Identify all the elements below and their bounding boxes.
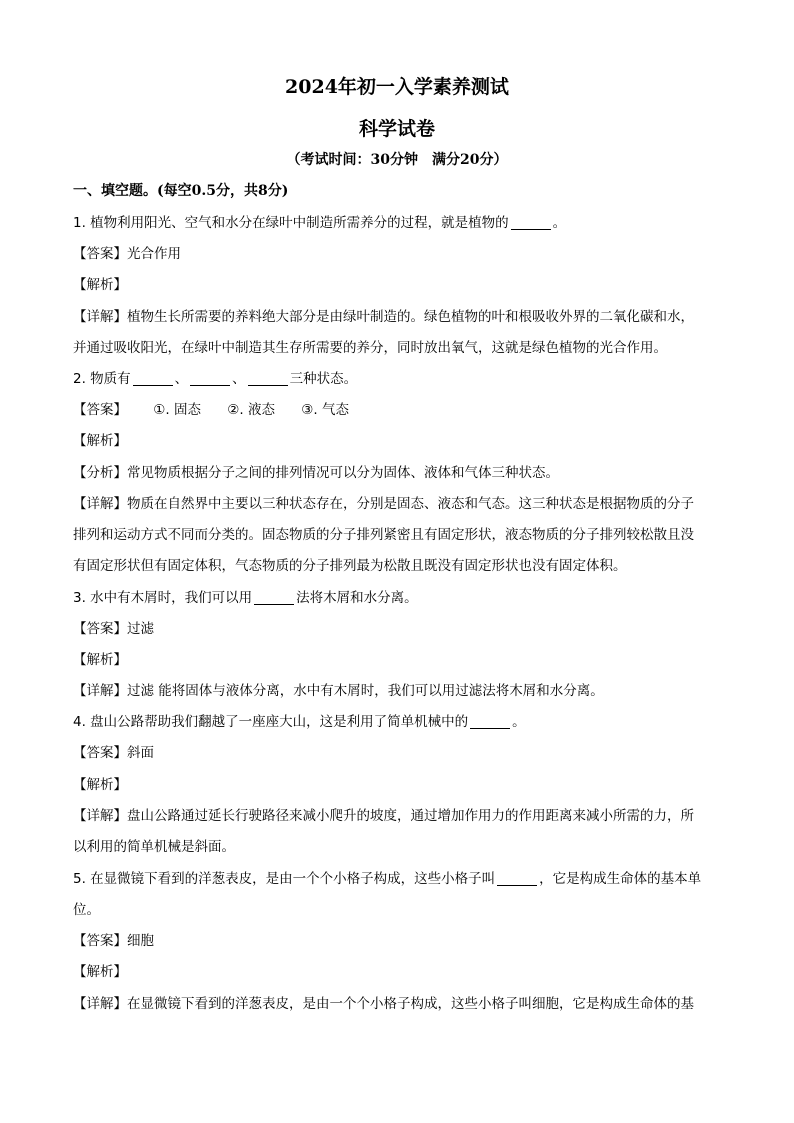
detail-1-line-2: 并通过吸收阳光，在绿叶中制造其生存所需要的养分，同时放出氧气，这就是绿色植物的光合作用。 bbox=[73, 340, 667, 356]
answer-blank bbox=[248, 371, 288, 386]
question-3 bbox=[73, 588, 723, 608]
detail-1-text-1: 植物生长所需要的养料绝大部分是由绿叶制造的。绿色植物的叶和根吸收外界的二氧化碳和水， bbox=[127, 309, 694, 325]
answer-3 bbox=[73, 619, 723, 639]
question-5 bbox=[73, 869, 723, 889]
answer-2-item-1: . 固态 bbox=[165, 402, 201, 418]
question-4-end: 。 bbox=[512, 714, 526, 730]
fenxi-2 bbox=[73, 463, 723, 483]
answer-5-text: 细胞 bbox=[127, 933, 154, 949]
answer-label: 【答案】 bbox=[73, 745, 127, 761]
detail-3-text: 过滤 能将固体与液体分离，水中有木屑时，我们可以用过滤法将木屑和水分离。 bbox=[127, 683, 604, 699]
detail-label: 【详解】 bbox=[73, 996, 127, 1012]
detail-4-line-2: 以利用的简单机械是斜面。 bbox=[73, 839, 235, 855]
answer-2 bbox=[73, 400, 723, 420]
answer-label: 【答案】 bbox=[73, 621, 127, 637]
answer-blank bbox=[190, 371, 230, 386]
detail-label: 【详解】 bbox=[73, 496, 127, 512]
detail-2-line-1 bbox=[73, 494, 723, 514]
detail-2-text-1: 物质在自然界中主要以三种状态存在，分别是固态、液态和气态。这三种状态是根据物质的分子 bbox=[127, 496, 694, 512]
question-1-end: 。 bbox=[552, 215, 567, 231]
question-2 bbox=[73, 369, 723, 389]
detail-2-line-2: 排列和运动方式不同而分类的。固态物质的分子排列紧密且有固定形状，液态物质的分子排列较松散且没 bbox=[73, 527, 694, 543]
analysis-1: 【解析】 bbox=[73, 277, 127, 293]
section-heading: 一、填空题。(每空0.5分，共8分) bbox=[73, 183, 289, 199]
detail-label: 【详解】 bbox=[73, 309, 127, 325]
detail-1-line-1 bbox=[73, 307, 723, 327]
detail-5-line-1 bbox=[73, 994, 723, 1014]
answer-label: 【答案】 bbox=[73, 246, 127, 262]
exam-title: 2024年初一入学素养测试 bbox=[285, 76, 509, 98]
answer-blank bbox=[133, 371, 173, 386]
analysis-4: 【解析】 bbox=[73, 777, 127, 793]
exam-info: （考试时间：30分钟 满分20分） bbox=[286, 152, 508, 168]
detail-5-text-1: 在显微镜下看到的洋葱表皮，是由一个个小格子构成，这些小格子叫细胞，它是构成生命体的基 bbox=[127, 996, 694, 1012]
detail-3 bbox=[73, 681, 723, 701]
answer-2-num-1: ① bbox=[153, 402, 166, 418]
question-1-text: 1. 植物利用阳光、空气和水分在绿叶中制造所需养分的过程，就是植物的 bbox=[73, 215, 509, 231]
answer-3-text: 过滤 bbox=[127, 621, 154, 637]
answer-label: 【答案】 bbox=[73, 933, 127, 949]
question-4-text: 4. 盘山公路帮助我们翻越了一座座大山，这是利用了简单机械中的 bbox=[73, 714, 469, 730]
separator: 、 bbox=[174, 371, 189, 387]
answer-blank bbox=[497, 871, 537, 886]
detail-label: 【详解】 bbox=[73, 683, 127, 699]
detail-4-line-1 bbox=[73, 806, 723, 826]
question-2-text: 2. 物质有 bbox=[73, 371, 131, 387]
answer-2-item-3: . 气态 bbox=[313, 402, 349, 418]
answer-label: 【答案】 bbox=[73, 402, 127, 418]
question-2-end: 三种状态。 bbox=[289, 371, 358, 387]
question-5-text: 5. 在显微镜下看到的洋葱表皮，是由一个个小格子构成，这些小格子叫 bbox=[73, 871, 496, 887]
question-4 bbox=[73, 712, 723, 732]
question-5-end: ，它是构成生命体的基本单 bbox=[539, 871, 702, 887]
fenxi-2-text: 常见物质根据分子之间的排列情况可以分为固体、液体和气体三种状态。 bbox=[127, 465, 559, 481]
answer-2-num-3: ③ bbox=[301, 402, 314, 418]
answer-2-item-2: . 液态 bbox=[239, 402, 275, 418]
answer-4-text: 斜面 bbox=[127, 745, 154, 761]
question-5-line-2: 位。 bbox=[73, 902, 100, 918]
detail-4-text-1: 盘山公路通过延长行驶路径来减小爬升的坡度，通过增加作用力的作用距离来减小所需的力，所 bbox=[127, 808, 694, 824]
question-1 bbox=[73, 213, 723, 233]
exam-subject: 科学试卷 bbox=[358, 118, 435, 140]
answer-blank bbox=[470, 714, 510, 729]
answer-blank bbox=[254, 590, 294, 605]
answer-1 bbox=[73, 244, 723, 264]
analysis-5: 【解析】 bbox=[73, 964, 127, 980]
detail-label: 【详解】 bbox=[73, 808, 127, 824]
answer-5 bbox=[73, 931, 723, 951]
fenxi-label: 【分析】 bbox=[73, 465, 127, 481]
answer-1-text: 光合作用 bbox=[127, 246, 181, 262]
answer-4 bbox=[73, 743, 723, 763]
analysis-3: 【解析】 bbox=[73, 652, 127, 668]
separator: 、 bbox=[232, 371, 246, 387]
answer-2-num-2: ② bbox=[227, 402, 240, 418]
answer-blank bbox=[511, 215, 551, 230]
question-3-end: 法将木屑和水分离。 bbox=[296, 590, 418, 606]
question-3-text: 3. 水中有木屑时，我们可以用 bbox=[73, 590, 253, 606]
analysis-2: 【解析】 bbox=[73, 433, 127, 449]
detail-2-line-3: 有固定形状但有固定体积，气态物质的分子排列最为松散且既没有固定形状也没有固定体积。 bbox=[73, 558, 627, 574]
